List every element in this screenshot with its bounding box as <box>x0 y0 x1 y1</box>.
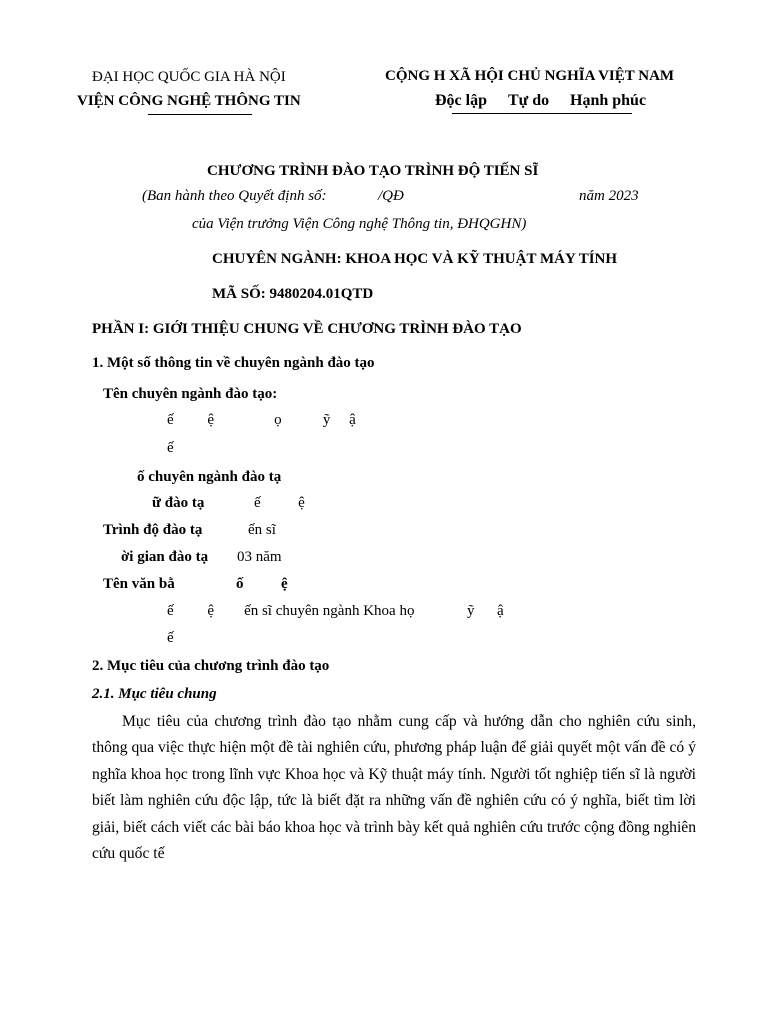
motto-independence: Độc lập <box>435 92 487 109</box>
major-name: CHUYÊN NGÀNH: KHOA HỌC VÀ KỸ THUẬT MÁY TÍNH <box>212 251 618 267</box>
part1-heading: PHẦN I: GIỚI THIỆU CHUNG VỀ CHƯƠNG TRÌNH ĐÀO TẠO <box>92 321 522 337</box>
major-code-label: ố chuyên ngành đào tạ <box>137 469 282 485</box>
level-value: ến sĩ <box>248 522 276 538</box>
institute-name: VIỆN CÔNG NGHỆ THÔNG TIN <box>77 93 301 109</box>
motto-freedom: Tự do <box>508 92 550 109</box>
section2-heading: 2. Mục tiêu của chương trình đào tạo <box>92 658 330 674</box>
training-unit-value: ế ệ <box>254 495 305 511</box>
motto-happiness: Hạnh phúc <box>570 92 647 109</box>
major-code: MÃ SỐ: 9480204.01QTD <box>212 286 374 302</box>
decree-text: (Ban hành theo Quyết định số: <box>142 188 327 204</box>
major-name-label: Tên chuyên ngành đào tạo: <box>103 386 278 402</box>
degree-value: ế ệ ến sĩ chuyên ngành Khoa họ ỹ ậ <box>167 603 504 619</box>
degree-value-2: ế <box>167 630 174 646</box>
republic-name: CỘNG H XÃ HỘI CHỦ NGHĨA VIỆT NAM <box>385 68 675 84</box>
university-name: ĐẠI HỌC QUỐC GIA HÀ NỘI <box>92 69 286 85</box>
institute-underline <box>148 114 252 115</box>
major-name-value: ế ệ ọ ỹ ậ <box>167 412 356 428</box>
decree-number: /QĐ <box>378 188 404 204</box>
training-unit-label: ữ đào tạ <box>152 495 205 511</box>
decree-issuer: của Viện trưởng Viện Công nghệ Thông tin, ĐHQGHN) <box>192 216 527 232</box>
duration-label: ời gian đào tạ <box>121 549 209 565</box>
duration-value: 03 năm <box>237 549 282 565</box>
program-title: CHƯƠNG TRÌNH ĐÀO TẠO TRÌNH ĐỘ TIẾN SĨ <box>207 163 539 179</box>
general-objective-paragraph: Mục tiêu của chương trình đào tạo nhằm cung cấp và hướng dẫn cho nghiên cứu sinh, thông qua việc thực hiện một đề tài nghiên cứu, phương pháp luận để giải quyết một vấn đề có ý nghĩa khoa học trong lĩnh vực Khoa học và Kỹ thuật máy tính. Người tốt nghiệp tiến sĩ là người biết làm nghiên cứu độc lập, tức là biết đặt ra những vấn đề nghiên cứu có ý nghĩa, biết tìm lời giải, biết cách viết các bài báo khoa học và trình bày kết quả nghiên cứu trước cộng đồng nghiên cứu quốc tế <box>92 713 696 863</box>
motto-underline <box>452 113 632 114</box>
decree-year: năm 2023 <box>579 188 639 204</box>
section21-heading: 2.1. Mục tiêu chung <box>92 686 217 702</box>
degree-label: Tên văn bằ <box>103 576 175 592</box>
level-label: Trình độ đào tạ <box>103 522 203 538</box>
major-name-value-2: ế <box>167 440 174 456</box>
degree-label-fragment: ố ệ <box>236 576 288 592</box>
section1-heading: 1. Một số thông tin về chuyên ngành đào tạo <box>92 355 375 371</box>
